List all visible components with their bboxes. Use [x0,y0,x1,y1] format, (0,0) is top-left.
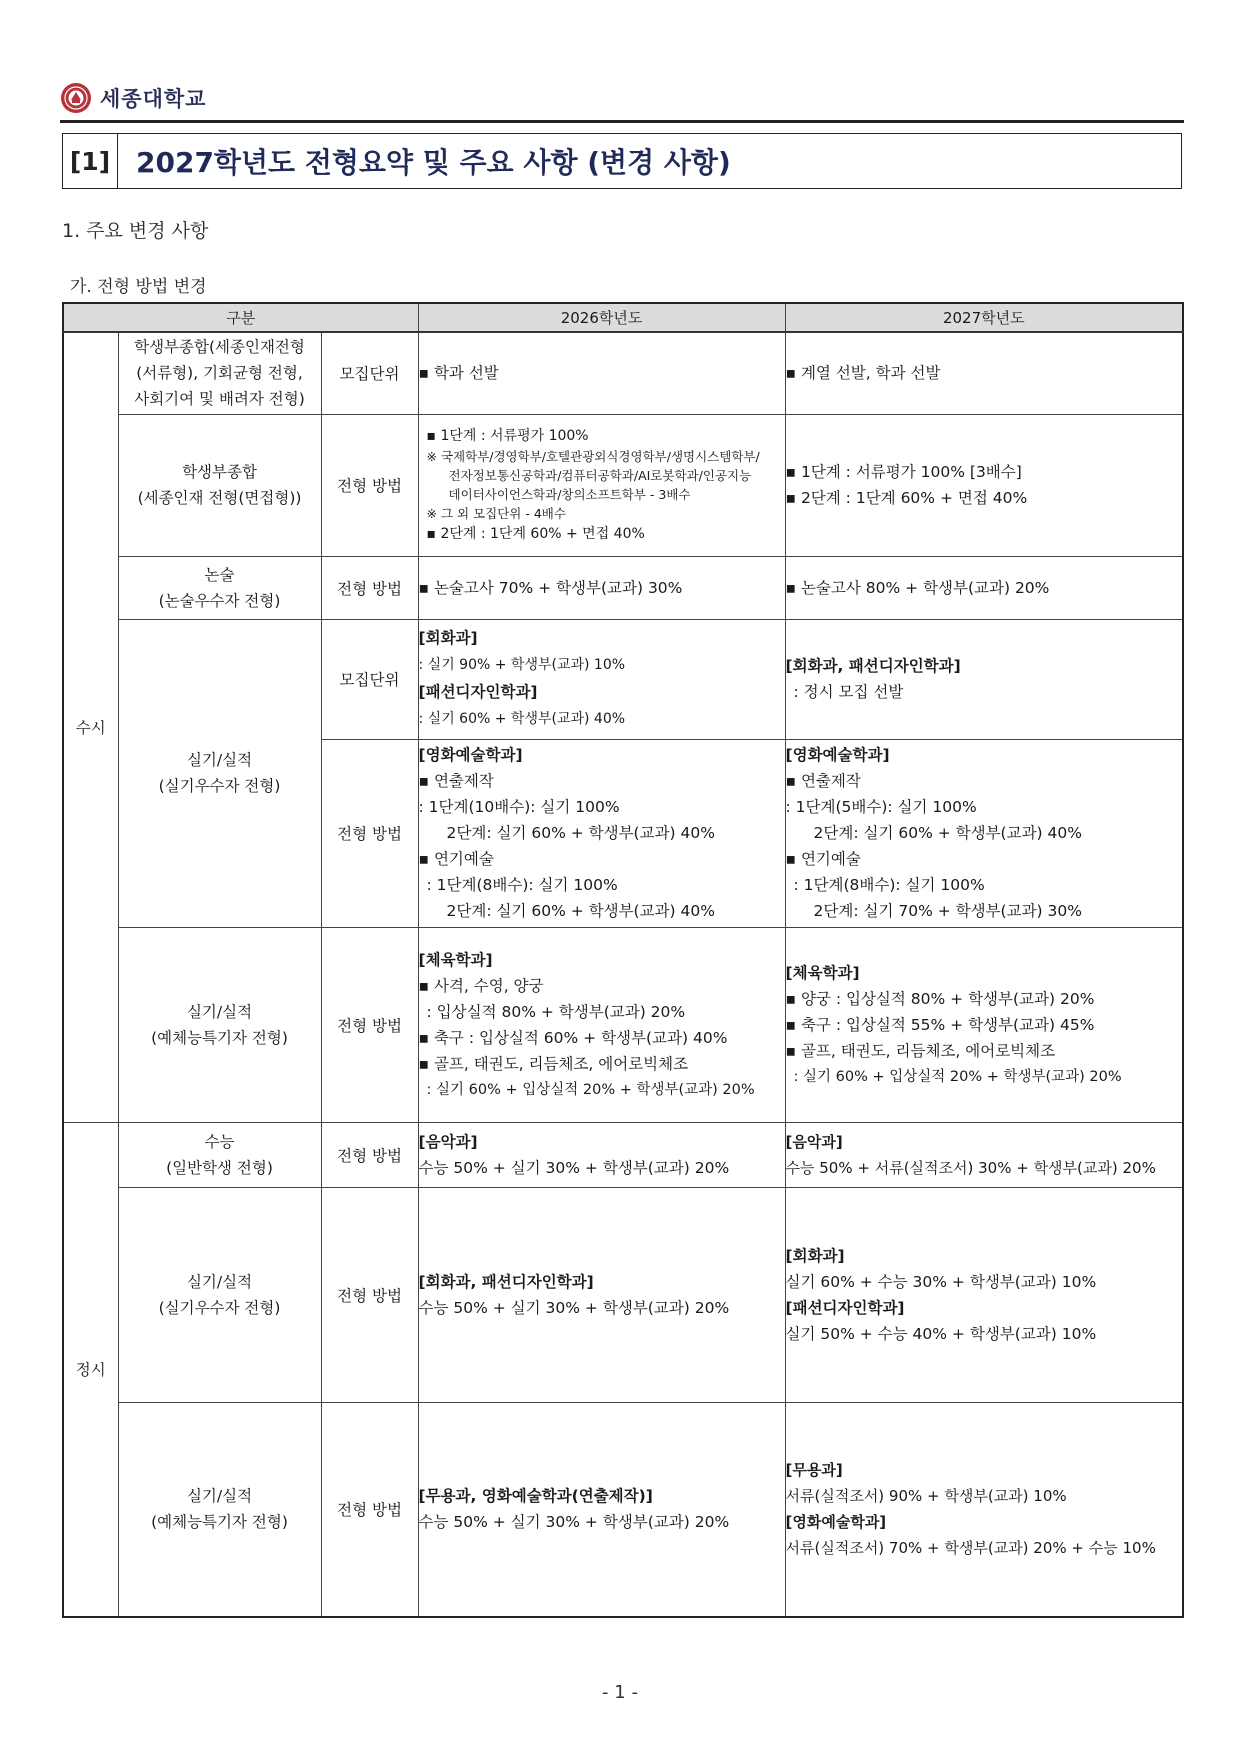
item-label: 모집단위 [321,332,418,414]
title-box [62,133,1182,189]
university-seal-icon [60,82,92,114]
table-header-row [63,303,1183,332]
title-number: [1] [63,134,118,188]
content-2026: [회화과] : 실기 90% + 학생부(교과) 10% [패션디자인학과] : 실기 60% + 학생부(교과) 40% [418,619,785,739]
admission-type: 수능 (일반학생 전형) [118,1122,321,1187]
university-name: 세종대학교 [100,87,207,111]
content-2026: ▪ 학과 선발 [418,332,785,414]
item-label: 전형 방법 [321,739,418,927]
table-row [63,927,1183,1122]
item-label: 전형 방법 [321,556,418,619]
item-label: 전형 방법 [321,1187,418,1402]
category-susi: 수시 [63,332,118,1122]
content-2027: [회화과] 실기 60% + 수능 30% + 학생부(교과) 10% [패션디자인학과] 실기 50% + 수능 40% + 학생부(교과) 10% [785,1187,1183,1402]
item-label: 모집단위 [321,619,418,739]
content-2026: [체육학과] ▪ 사격, 수영, 양궁 : 입상실적 80% + 학생부(교과) 20% ▪ 축구 : 입상실적 60% + 학생부(교과) 40% ▪ 골프, 태권도, 리듬체조, 에어로빅체조 : 실기 60% + 입상실적 20% + 학생부(교과) 20% [418,927,785,1122]
header-2026: 2026학년도 [418,303,785,332]
header-rule [60,120,1184,123]
content-2026: [음악과] 수능 50% + 실기 30% + 학생부(교과) 20% [418,1122,785,1187]
page-title: 2027학년도 전형요약 및 주요 사항 (변경 사항) [136,146,731,179]
admission-type: 실기/실적 (실기우수자 전형) [118,619,321,927]
admission-type: 논술 (논술우수자 전형) [118,556,321,619]
content-2027: ▪ 계열 선발, 학과 선발 [785,332,1183,414]
content-2027: [영화예술학과] ▪ 연출제작 : 1단계(5배수): 실기 100% 2단계: 실기 60% + 학생부(교과) 40% ▪ 연기예술 : 1단계(8배수): 실기 100% 2단계: 실기 70% + 학생부(교과) 30% [785,739,1183,927]
content-2027: ▪ 1단계 : 서류평가 100% [3배수] ▪ 2단계 : 1단계 60% + 면접 40% [785,414,1183,556]
table-row [63,414,1183,556]
table-row [63,1402,1183,1617]
table-row [63,332,1183,414]
content-2027: [무용과] 서류(실적조서) 90% + 학생부(교과) 10% [영화예술학과] 서류(실적조서) 70% + 학생부(교과) 20% + 수능 10% [785,1402,1183,1617]
admission-type: 학생부종합(세종인재전형 (서류형), 기회균형 전형, 사회기여 및 배려자 전형) [118,332,321,414]
content-2027: ▪ 논술고사 80% + 학생부(교과) 20% [785,556,1183,619]
table-row [63,619,1183,739]
content-2027: [체육학과] ▪ 양궁 : 입상실적 80% + 학생부(교과) 20% ▪ 축구 : 입상실적 55% + 학생부(교과) 45% ▪ 골프, 태권도, 리듬체조, 에어로빅체조 : 실기 60% + 입상실적 20% + 학생부(교과) 20% [785,927,1183,1122]
admission-type: 학생부종합 (세종인재 전형(면접형)) [118,414,321,556]
item-label: 전형 방법 [321,1122,418,1187]
subsection-heading: 가. 전형 방법 변경 [70,277,207,297]
section-heading: 1. 주요 변경 사항 [62,220,209,242]
header-2027: 2027학년도 [785,303,1183,332]
admission-type: 실기/실적 (예체능특기자 전형) [118,927,321,1122]
content-2026: ▪ 1단계 : 서류평가 100% ※ 국제학부/경영학부/호텔관광외식경영학부/생명시스템학부/ 전자정보통신공학과/컴퓨터공학과/AI로봇학과/인공지능 데이터사이언스학과/창의소프트학부 - 3배수 ※ 그 외 모집단위 - 4배수 ▪ 2단계 : 1단계 60% + 면접 40% [418,414,785,556]
table-row [63,1122,1183,1187]
admission-change-table [62,302,1184,1618]
content-2026: [회화과, 패션디자인학과] 수능 50% + 실기 30% + 학생부(교과) 20% [418,1187,785,1402]
table-row [63,1187,1183,1402]
admission-type: 실기/실적 (실기우수자 전형) [118,1187,321,1402]
content-2026: ▪ 논술고사 70% + 학생부(교과) 30% [418,556,785,619]
category-jeongsi: 정시 [63,1122,118,1617]
content-2026: [무용과, 영화예술학과(연출제작)] 수능 50% + 실기 30% + 학생부(교과) 20% [418,1402,785,1617]
content-2026: [영화예술학과] ▪ 연출제작 : 1단계(10배수): 실기 100% 2단계: 실기 60% + 학생부(교과) 40% ▪ 연기예술 : 1단계(8배수): 실기 100% 2단계: 실기 60% + 학생부(교과) 40% [418,739,785,927]
content-2027: [음악과] 수능 50% + 서류(실적조서) 30% + 학생부(교과) 20% [785,1122,1183,1187]
page-number: - 1 - [602,1682,638,1703]
header-category: 구분 [63,303,418,332]
header [60,82,206,114]
content-2027: [회화과, 패션디자인학과] : 정시 모집 선발 [785,619,1183,739]
admission-type: 실기/실적 (예체능특기자 전형) [118,1402,321,1617]
item-label: 전형 방법 [321,1402,418,1617]
table-row [63,556,1183,619]
item-label: 전형 방법 [321,927,418,1122]
item-label: 전형 방법 [321,414,418,556]
